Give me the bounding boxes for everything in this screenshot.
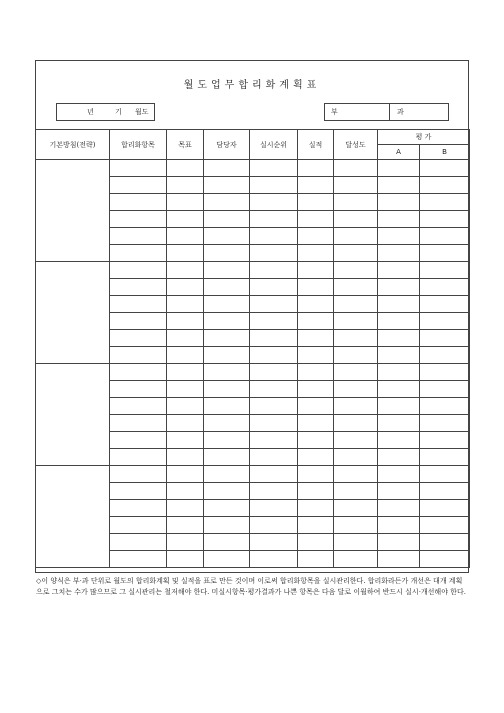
table-cell[interactable] bbox=[334, 551, 378, 568]
table-cell[interactable] bbox=[420, 432, 470, 449]
table-cell[interactable] bbox=[298, 415, 334, 432]
table-cell[interactable] bbox=[110, 364, 167, 381]
table-cell[interactable] bbox=[250, 160, 298, 177]
table-cell[interactable] bbox=[298, 262, 334, 279]
table-cell[interactable] bbox=[298, 449, 334, 466]
table-cell[interactable] bbox=[250, 551, 298, 568]
table-cell[interactable] bbox=[334, 381, 378, 398]
col-result: 실적 bbox=[298, 130, 334, 160]
table-cell[interactable] bbox=[204, 364, 250, 381]
table-cell[interactable] bbox=[378, 432, 420, 449]
table-cell[interactable] bbox=[420, 245, 470, 262]
table-cell[interactable] bbox=[298, 330, 334, 347]
table-cell[interactable] bbox=[204, 262, 250, 279]
table-cell[interactable] bbox=[110, 500, 167, 517]
table-cell[interactable] bbox=[110, 228, 167, 245]
usage-note: ◇이 양식은 부·과 단위로 월도의 합리화계획 및 실적을 표로 만든 것이며 이로써 합리화항목을 실시관리한다. 합리화라든가 개선은 대개 계획으로 그치는 수가 많으므로 그 실시관리는 철저해야 한다. 미실시항목·평가결과가 나쁜 항목은 다음 달로 이월하여 반드시 실시·개선해야 한다. bbox=[36, 577, 466, 596]
table-cell[interactable] bbox=[298, 245, 334, 262]
table-cell[interactable] bbox=[110, 449, 167, 466]
table-cell[interactable] bbox=[167, 211, 204, 228]
col-basic-policy: 기본방침(전략) bbox=[36, 130, 110, 160]
table-cell[interactable] bbox=[334, 296, 378, 313]
table-cell[interactable] bbox=[204, 211, 250, 228]
table-row bbox=[36, 364, 470, 381]
table-cell[interactable] bbox=[167, 194, 204, 211]
table-cell[interactable] bbox=[420, 194, 470, 211]
table-cell[interactable] bbox=[298, 194, 334, 211]
dept-label: 부 bbox=[331, 108, 338, 116]
table-cell[interactable] bbox=[250, 211, 298, 228]
table-cell[interactable] bbox=[167, 415, 204, 432]
table-cell[interactable] bbox=[250, 330, 298, 347]
table-cell[interactable] bbox=[250, 313, 298, 330]
table-cell[interactable] bbox=[250, 279, 298, 296]
department-field[interactable] bbox=[324, 103, 449, 121]
table-cell[interactable] bbox=[250, 228, 298, 245]
table-row bbox=[36, 466, 470, 483]
basic-policy-cell[interactable] bbox=[36, 262, 110, 364]
table-cell[interactable] bbox=[204, 551, 250, 568]
table-cell[interactable] bbox=[204, 432, 250, 449]
table-cell[interactable] bbox=[378, 330, 420, 347]
table-cell[interactable] bbox=[110, 296, 167, 313]
table-cell[interactable] bbox=[250, 296, 298, 313]
basic-policy-cell[interactable] bbox=[36, 364, 110, 466]
table-cell[interactable] bbox=[167, 432, 204, 449]
table-cell[interactable] bbox=[167, 534, 204, 551]
table-cell[interactable] bbox=[110, 347, 167, 364]
table-cell[interactable] bbox=[298, 160, 334, 177]
table-cell[interactable] bbox=[334, 177, 378, 194]
basic-policy-cell[interactable] bbox=[36, 466, 110, 568]
table-cell[interactable] bbox=[167, 551, 204, 568]
table-cell[interactable] bbox=[250, 245, 298, 262]
table-cell[interactable] bbox=[250, 449, 298, 466]
table-cell[interactable] bbox=[167, 330, 204, 347]
table-cell[interactable] bbox=[167, 517, 204, 534]
col-eval-b: B bbox=[420, 145, 470, 160]
table-cell[interactable] bbox=[250, 177, 298, 194]
table-cell[interactable] bbox=[204, 347, 250, 364]
table-cell[interactable] bbox=[334, 500, 378, 517]
table-cell[interactable] bbox=[298, 364, 334, 381]
table-cell[interactable] bbox=[378, 500, 420, 517]
table-cell[interactable] bbox=[204, 245, 250, 262]
table-cell[interactable] bbox=[334, 160, 378, 177]
table-cell[interactable] bbox=[420, 466, 470, 483]
table-cell[interactable] bbox=[420, 364, 470, 381]
table-cell[interactable] bbox=[378, 415, 420, 432]
table-cell[interactable] bbox=[298, 177, 334, 194]
form-title: 월도업무합리화계획표 bbox=[183, 80, 321, 91]
table-cell[interactable] bbox=[204, 381, 250, 398]
period-label: 기 bbox=[115, 108, 122, 116]
table-cell[interactable] bbox=[250, 398, 298, 415]
table-cell[interactable] bbox=[334, 347, 378, 364]
table-cell[interactable] bbox=[204, 483, 250, 500]
table-cell[interactable] bbox=[250, 381, 298, 398]
table-cell[interactable] bbox=[420, 279, 470, 296]
col-evaluation: 평 가 bbox=[378, 130, 470, 145]
col-target: 목표 bbox=[167, 130, 204, 160]
col-achievement-rate: 달성도 bbox=[334, 130, 378, 160]
table-cell[interactable] bbox=[378, 551, 420, 568]
table-cell[interactable] bbox=[420, 211, 470, 228]
table-cell[interactable] bbox=[378, 313, 420, 330]
table-cell[interactable] bbox=[204, 296, 250, 313]
table-cell[interactable] bbox=[334, 228, 378, 245]
table-cell[interactable] bbox=[334, 483, 378, 500]
table-cell[interactable] bbox=[420, 534, 470, 551]
table-cell[interactable] bbox=[420, 500, 470, 517]
table-cell[interactable] bbox=[250, 517, 298, 534]
table-cell[interactable] bbox=[334, 245, 378, 262]
plan-table bbox=[35, 129, 470, 568]
table-cell[interactable] bbox=[167, 500, 204, 517]
col-person-in-charge: 담당자 bbox=[204, 130, 250, 160]
table-cell[interactable] bbox=[167, 228, 204, 245]
table-cell[interactable] bbox=[204, 398, 250, 415]
table-cell[interactable] bbox=[378, 381, 420, 398]
table-cell[interactable] bbox=[250, 347, 298, 364]
table-cell[interactable] bbox=[110, 194, 167, 211]
table-cell[interactable] bbox=[204, 228, 250, 245]
table-cell[interactable] bbox=[420, 177, 470, 194]
table-cell[interactable] bbox=[334, 364, 378, 381]
table-cell[interactable] bbox=[378, 449, 420, 466]
table-cell[interactable] bbox=[420, 398, 470, 415]
table-cell[interactable] bbox=[110, 211, 167, 228]
table-cell[interactable] bbox=[298, 500, 334, 517]
col-execution-order: 실시순위 bbox=[250, 130, 298, 160]
table-cell[interactable] bbox=[110, 177, 167, 194]
table-cell[interactable] bbox=[334, 534, 378, 551]
table-cell[interactable] bbox=[378, 296, 420, 313]
table-cell[interactable] bbox=[378, 245, 420, 262]
table-cell[interactable] bbox=[420, 415, 470, 432]
table-cell[interactable] bbox=[334, 330, 378, 347]
table-cell[interactable] bbox=[420, 330, 470, 347]
table-cell[interactable] bbox=[204, 415, 250, 432]
table-cell[interactable] bbox=[204, 279, 250, 296]
table-cell[interactable] bbox=[250, 500, 298, 517]
table-cell[interactable] bbox=[298, 313, 334, 330]
table-cell[interactable] bbox=[167, 245, 204, 262]
table-cell[interactable] bbox=[204, 500, 250, 517]
table-cell[interactable] bbox=[334, 449, 378, 466]
table-cell[interactable] bbox=[298, 347, 334, 364]
table-cell[interactable] bbox=[420, 381, 470, 398]
table-cell[interactable] bbox=[204, 177, 250, 194]
table-cell[interactable] bbox=[378, 262, 420, 279]
table-cell[interactable] bbox=[110, 466, 167, 483]
table-cell[interactable] bbox=[378, 194, 420, 211]
table-cell[interactable] bbox=[204, 534, 250, 551]
table-cell[interactable] bbox=[334, 194, 378, 211]
table-cell[interactable] bbox=[298, 432, 334, 449]
table-cell[interactable] bbox=[204, 313, 250, 330]
table-cell[interactable] bbox=[378, 398, 420, 415]
table-cell[interactable] bbox=[378, 279, 420, 296]
table-cell[interactable] bbox=[298, 296, 334, 313]
table-cell[interactable] bbox=[420, 313, 470, 330]
table-cell[interactable] bbox=[420, 517, 470, 534]
table-cell[interactable] bbox=[110, 245, 167, 262]
table-cell[interactable] bbox=[298, 483, 334, 500]
table-cell[interactable] bbox=[204, 194, 250, 211]
table-cell[interactable] bbox=[298, 228, 334, 245]
table-cell[interactable] bbox=[298, 466, 334, 483]
table-cell[interactable] bbox=[110, 483, 167, 500]
field-divider bbox=[389, 104, 390, 120]
table-cell[interactable] bbox=[167, 177, 204, 194]
table-cell[interactable] bbox=[298, 534, 334, 551]
table-cell[interactable] bbox=[420, 296, 470, 313]
table-cell[interactable] bbox=[167, 313, 204, 330]
table-cell[interactable] bbox=[420, 449, 470, 466]
table-cell[interactable] bbox=[167, 347, 204, 364]
table-cell[interactable] bbox=[334, 262, 378, 279]
table-cell[interactable] bbox=[204, 330, 250, 347]
table-cell[interactable] bbox=[167, 296, 204, 313]
table-cell[interactable] bbox=[420, 483, 470, 500]
table-cell[interactable] bbox=[204, 160, 250, 177]
table-cell[interactable] bbox=[378, 228, 420, 245]
table-cell[interactable] bbox=[334, 279, 378, 296]
table-cell[interactable] bbox=[167, 262, 204, 279]
table-cell[interactable] bbox=[378, 160, 420, 177]
table-cell[interactable] bbox=[298, 551, 334, 568]
table-cell[interactable] bbox=[378, 483, 420, 500]
table-cell[interactable] bbox=[110, 551, 167, 568]
period-field[interactable] bbox=[56, 103, 155, 121]
table-cell[interactable] bbox=[250, 466, 298, 483]
table-cell[interactable] bbox=[167, 381, 204, 398]
table-row bbox=[36, 160, 470, 177]
table-cell[interactable] bbox=[110, 330, 167, 347]
table-cell[interactable] bbox=[420, 228, 470, 245]
table-cell[interactable] bbox=[110, 415, 167, 432]
table-body bbox=[36, 160, 470, 568]
table-cell[interactable] bbox=[167, 466, 204, 483]
table-cell[interactable] bbox=[110, 381, 167, 398]
table-row bbox=[36, 262, 470, 279]
month-label: 월도 bbox=[135, 108, 149, 116]
col-eval-a: A bbox=[378, 145, 420, 160]
table-cell[interactable] bbox=[167, 398, 204, 415]
table-cell[interactable] bbox=[167, 279, 204, 296]
table-cell[interactable] bbox=[204, 449, 250, 466]
table-cell[interactable] bbox=[250, 534, 298, 551]
table-cell[interactable] bbox=[420, 160, 470, 177]
col-rationalization-item: 합리화항목 bbox=[110, 130, 167, 160]
table-cell[interactable] bbox=[420, 347, 470, 364]
table-cell[interactable] bbox=[334, 432, 378, 449]
table-cell[interactable] bbox=[420, 551, 470, 568]
table-cell[interactable] bbox=[250, 483, 298, 500]
table-cell[interactable] bbox=[250, 364, 298, 381]
table-cell[interactable] bbox=[334, 517, 378, 534]
table-cell[interactable] bbox=[250, 415, 298, 432]
table-cell[interactable] bbox=[110, 279, 167, 296]
table-cell[interactable] bbox=[298, 398, 334, 415]
table-cell[interactable] bbox=[250, 194, 298, 211]
table-cell[interactable] bbox=[334, 466, 378, 483]
table-cell[interactable] bbox=[378, 517, 420, 534]
table-cell[interactable] bbox=[167, 449, 204, 466]
table-cell[interactable] bbox=[298, 381, 334, 398]
table-cell[interactable] bbox=[204, 517, 250, 534]
table-cell[interactable] bbox=[167, 364, 204, 381]
table-cell[interactable] bbox=[334, 313, 378, 330]
table-cell[interactable] bbox=[167, 160, 204, 177]
table-cell[interactable] bbox=[378, 211, 420, 228]
table-cell[interactable] bbox=[334, 415, 378, 432]
table-cell[interactable] bbox=[298, 211, 334, 228]
table-cell[interactable] bbox=[204, 466, 250, 483]
table-cell[interactable] bbox=[298, 279, 334, 296]
table-cell[interactable] bbox=[378, 364, 420, 381]
table-cell[interactable] bbox=[110, 534, 167, 551]
table-cell[interactable] bbox=[378, 466, 420, 483]
table-cell[interactable] bbox=[250, 262, 298, 279]
table-cell[interactable] bbox=[378, 347, 420, 364]
table-cell[interactable] bbox=[250, 432, 298, 449]
table-cell[interactable] bbox=[110, 262, 167, 279]
table-cell[interactable] bbox=[110, 517, 167, 534]
table-cell[interactable] bbox=[110, 432, 167, 449]
table-cell[interactable] bbox=[334, 398, 378, 415]
table-cell[interactable] bbox=[298, 517, 334, 534]
table-cell[interactable] bbox=[110, 398, 167, 415]
table-cell[interactable] bbox=[167, 483, 204, 500]
year-label: 년 bbox=[87, 108, 94, 116]
table-cell[interactable] bbox=[110, 313, 167, 330]
section-label: 과 bbox=[397, 108, 404, 116]
table-cell[interactable] bbox=[334, 211, 378, 228]
table-cell[interactable] bbox=[378, 534, 420, 551]
basic-policy-cell[interactable] bbox=[36, 160, 110, 262]
table-cell[interactable] bbox=[420, 262, 470, 279]
table-cell[interactable] bbox=[378, 177, 420, 194]
table-cell[interactable] bbox=[110, 160, 167, 177]
